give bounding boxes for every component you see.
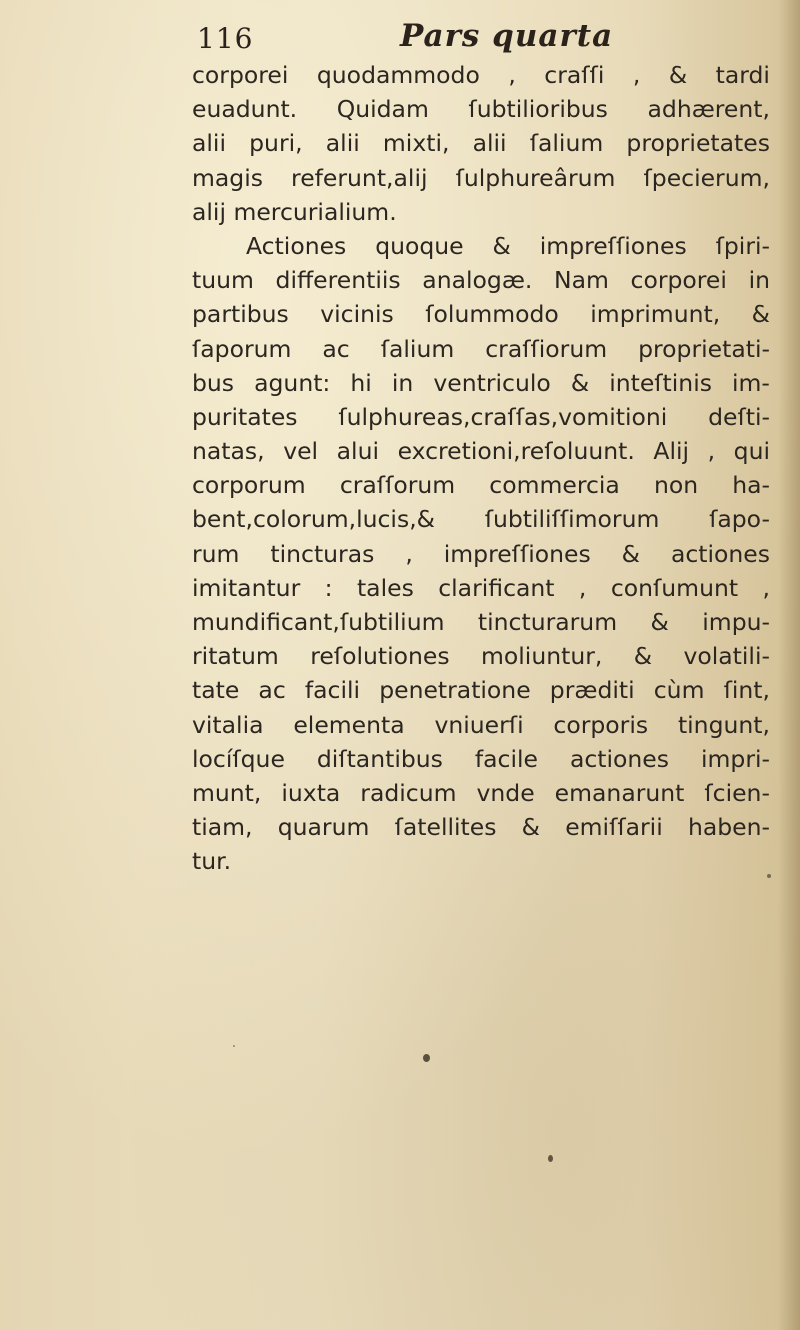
word: ha- bbox=[732, 471, 770, 500]
text-line bbox=[192, 400, 770, 434]
text-line bbox=[192, 708, 770, 742]
ink-spot bbox=[548, 1155, 553, 1162]
word: , bbox=[762, 573, 770, 602]
word: in bbox=[391, 368, 414, 397]
word: vnde bbox=[476, 778, 535, 807]
word: cùm bbox=[653, 676, 705, 705]
word: ſapo- bbox=[709, 505, 770, 534]
text-line bbox=[192, 58, 770, 92]
word: ſpecierum, bbox=[643, 163, 770, 192]
word: tincturas bbox=[270, 539, 375, 568]
text-line bbox=[192, 126, 770, 160]
word: actiones bbox=[670, 539, 770, 568]
word: differentiis bbox=[275, 266, 401, 295]
word: ſulphureas,craſſas,vomitioni bbox=[338, 402, 668, 431]
word: proprietati- bbox=[638, 334, 770, 363]
word: ritatum bbox=[192, 642, 279, 671]
word: alii bbox=[472, 129, 507, 158]
word: ac bbox=[322, 334, 350, 363]
word: ſulphureârum bbox=[455, 163, 616, 192]
word: radicum bbox=[360, 778, 457, 807]
word: tiam, bbox=[192, 813, 253, 842]
word: puritates bbox=[192, 402, 298, 431]
text-line bbox=[192, 92, 770, 126]
text-line bbox=[192, 229, 770, 263]
word: hi bbox=[350, 368, 372, 397]
word: partibus bbox=[192, 300, 289, 329]
word: corporei bbox=[630, 266, 727, 295]
word: tingunt, bbox=[677, 710, 770, 739]
text-line bbox=[192, 297, 770, 331]
word: & bbox=[650, 608, 669, 636]
word: , bbox=[578, 573, 587, 602]
word: præditi bbox=[549, 676, 635, 705]
word: adhærent, bbox=[647, 95, 770, 124]
word: munt, bbox=[192, 778, 262, 807]
word: tales bbox=[356, 573, 414, 602]
word: impu- bbox=[702, 608, 770, 636]
word: clarificant bbox=[438, 573, 555, 602]
text-line bbox=[192, 161, 770, 195]
word: proprietates bbox=[626, 129, 770, 158]
ink-spot bbox=[233, 1045, 235, 1047]
word: euadunt. bbox=[192, 95, 298, 124]
word: impreſſiones bbox=[539, 231, 687, 260]
word: ſubtilioribus bbox=[468, 95, 608, 124]
text-line bbox=[192, 366, 770, 400]
word: tincturarum bbox=[477, 608, 618, 636]
word: vel bbox=[283, 437, 319, 466]
word: ſalium bbox=[380, 334, 455, 363]
word: magis bbox=[192, 163, 263, 192]
word: & bbox=[751, 300, 770, 329]
word: elementa bbox=[293, 710, 405, 739]
word: & bbox=[621, 539, 640, 568]
word: ſatellites bbox=[394, 813, 497, 842]
text-line: tur. bbox=[192, 847, 232, 876]
ink-spot bbox=[423, 1054, 430, 1062]
word: alui bbox=[336, 437, 380, 466]
word: rum bbox=[192, 539, 240, 568]
word: ſpiri- bbox=[715, 231, 770, 260]
word: alii bbox=[192, 129, 226, 158]
body-text bbox=[192, 58, 770, 879]
word: natas, bbox=[192, 437, 265, 466]
word: iuxta bbox=[281, 778, 341, 807]
word: im- bbox=[732, 368, 770, 397]
word: corporum bbox=[192, 471, 306, 500]
word: ſubtiliſſimorum bbox=[484, 505, 660, 534]
word: tuum bbox=[192, 266, 254, 295]
word: facile bbox=[474, 744, 538, 773]
text-line bbox=[192, 263, 770, 297]
word: vniuerſi bbox=[434, 710, 524, 739]
text-line bbox=[192, 434, 770, 468]
word: quarum bbox=[277, 813, 370, 842]
word: moliuntur, bbox=[481, 642, 603, 671]
page-number: 116 bbox=[197, 22, 254, 55]
word: bus bbox=[192, 368, 235, 397]
word: tardi bbox=[715, 61, 770, 89]
word: Actiones bbox=[246, 231, 347, 260]
word: ſcien- bbox=[704, 778, 770, 807]
word: & bbox=[492, 231, 511, 260]
word: ſalium bbox=[529, 129, 604, 158]
word: conſumunt bbox=[610, 573, 739, 602]
word: commercia bbox=[489, 471, 620, 500]
running-head: Pars quarta bbox=[400, 18, 614, 54]
word: emiſſarii bbox=[565, 813, 663, 842]
word: Nam bbox=[554, 266, 609, 295]
word: Alij bbox=[653, 437, 690, 466]
word: craſſorum bbox=[339, 471, 456, 500]
word: corporis bbox=[553, 710, 649, 739]
word: , bbox=[508, 61, 516, 89]
text-line bbox=[192, 810, 770, 844]
word: tate bbox=[192, 676, 240, 705]
word: bent,colorum,lucis,& bbox=[192, 505, 435, 534]
text-line bbox=[192, 742, 770, 776]
word: & bbox=[570, 368, 590, 397]
text-line bbox=[192, 571, 770, 605]
word: quoque bbox=[375, 231, 464, 260]
word: emanarunt bbox=[554, 778, 685, 807]
word: facili bbox=[304, 676, 361, 705]
word: volatili- bbox=[683, 642, 770, 671]
word: ac bbox=[258, 676, 286, 705]
page-edge-shadow bbox=[778, 0, 800, 1330]
word: referunt,alij bbox=[291, 163, 428, 192]
text-line bbox=[192, 468, 770, 502]
word: ventriculo bbox=[433, 368, 551, 397]
word: actiones bbox=[569, 744, 670, 773]
text-line bbox=[192, 537, 770, 571]
word: vitalia bbox=[192, 710, 264, 739]
word: craſſi bbox=[544, 61, 605, 89]
word: & bbox=[633, 642, 653, 671]
word: puri, bbox=[249, 129, 303, 158]
word: penetratione bbox=[379, 676, 531, 705]
text-line bbox=[192, 639, 770, 673]
word: & bbox=[521, 813, 540, 842]
text-line: alij mercurialium. bbox=[192, 197, 397, 226]
word: mundificant,ſubtilium bbox=[192, 608, 445, 636]
word: ſint, bbox=[723, 676, 770, 705]
word: analogæ. bbox=[422, 266, 533, 295]
word: mixti, bbox=[382, 129, 450, 158]
word: locíſque bbox=[192, 744, 285, 773]
word: quodammodo bbox=[316, 61, 480, 89]
word: haben- bbox=[687, 813, 770, 842]
text-line bbox=[192, 673, 770, 707]
word: deſti- bbox=[708, 402, 770, 431]
word: & bbox=[668, 61, 688, 89]
word: ſaporum bbox=[192, 334, 292, 363]
word: , bbox=[707, 437, 716, 466]
word: excretioni,reſoluunt. bbox=[397, 437, 635, 466]
word: in bbox=[748, 266, 770, 295]
word: : bbox=[324, 573, 333, 602]
word: non bbox=[653, 471, 699, 500]
word: imprimunt, bbox=[590, 300, 721, 329]
word: agunt: bbox=[254, 368, 331, 397]
text-line bbox=[192, 605, 770, 639]
word: diſtantibus bbox=[316, 744, 443, 773]
word: Quidam bbox=[336, 95, 429, 124]
page-header bbox=[195, 12, 755, 58]
word: vicinis bbox=[320, 300, 394, 329]
word: craſſiorum bbox=[485, 334, 608, 363]
ink-spot bbox=[767, 874, 771, 878]
word: impreſſiones bbox=[443, 539, 591, 568]
word: , bbox=[632, 61, 641, 89]
word: corporei bbox=[192, 61, 289, 89]
text-line bbox=[192, 332, 770, 366]
word: reſolutiones bbox=[310, 642, 450, 671]
word: impri- bbox=[700, 744, 770, 773]
text-line bbox=[192, 502, 770, 536]
word: ſolummodo bbox=[425, 300, 559, 329]
word: inteſtinis bbox=[609, 368, 712, 397]
text-line bbox=[192, 776, 770, 810]
word: qui bbox=[733, 437, 770, 466]
word: alii bbox=[325, 129, 360, 158]
word: , bbox=[405, 539, 413, 568]
word: imitantur bbox=[192, 573, 301, 602]
